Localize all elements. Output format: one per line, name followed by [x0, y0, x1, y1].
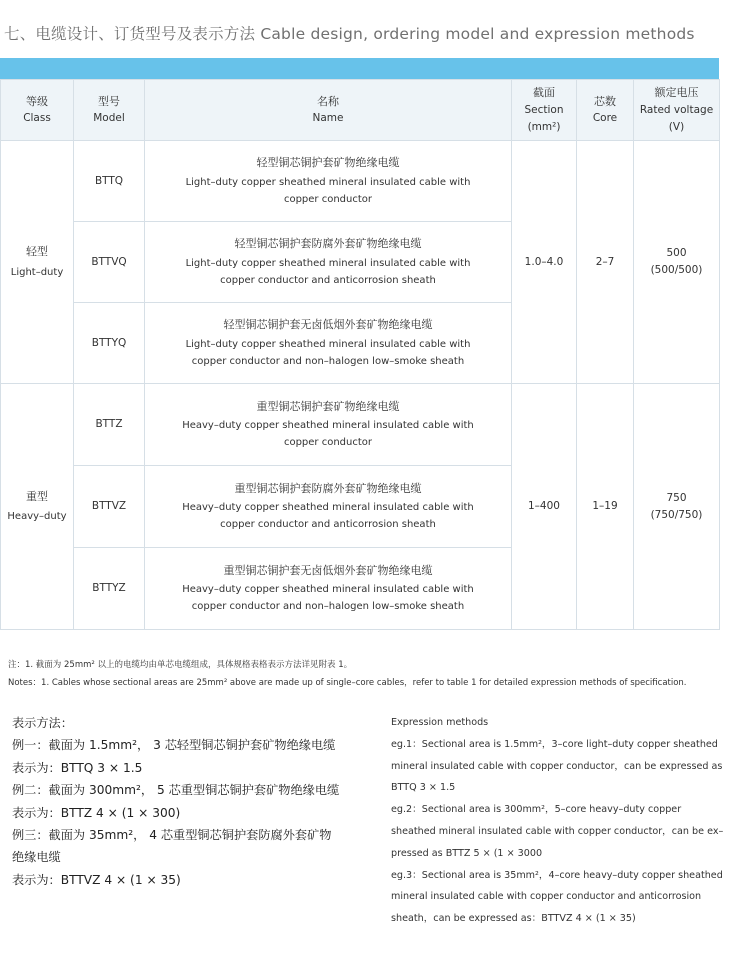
expression-line: mineral insulated cable with copper conductor，can be expressed as	[391, 760, 723, 772]
class-cell-light: 轻型 Light–duty	[1, 141, 74, 384]
header-section: 截面 Section (mm²)	[512, 80, 577, 141]
model-cell: BTTZ	[74, 384, 145, 466]
model-cell: BTTYQ	[74, 303, 145, 384]
expression-line: eg.1：Sectional area is 1.5mm²，3–core light–duty copper sheathed	[391, 738, 718, 750]
header-name: 名称 Name	[145, 80, 512, 141]
name-cell: 轻型铜芯铜护套防腐外套矿物绝缘电缆 Light–duty copper sheathed mineral insulated cable with copper conductor and anticorrosion sheath	[145, 222, 512, 303]
note-cn: 注：1. 截面为 25mm² 以上的电缆均由单芯电缆组成，具体规格表格表示方法详见附表 1。	[8, 660, 353, 670]
expression-heading-cn: 表示方法：	[12, 716, 73, 730]
section-cell-light: 1.0–4.0	[512, 141, 577, 384]
table-header-bar	[0, 58, 719, 79]
header-core: 芯数 Core	[577, 80, 634, 141]
table-notes	[8, 656, 687, 692]
name-cell: 重型铜芯铜护套防腐外套矿物绝缘电缆 Heavy–duty copper sheathed mineral insulated cable with copper conductor and anticorrosion sheath	[145, 466, 512, 548]
expression-line: eg.3：Sectional area is 35mm²，4–core heavy–duty copper sheathed	[391, 869, 723, 881]
model-cell: BTTVZ	[74, 466, 145, 548]
expression-line: 绝缘电缆	[12, 850, 61, 865]
expression-line: 表示为：BTTVZ 4 × (1 × 35)	[12, 872, 181, 887]
expression-line: BTTQ 3 × 1.5	[391, 782, 456, 794]
expression-line: 表示为：BTTQ 3 × 1.5	[12, 760, 143, 775]
expression-methods-cn	[12, 712, 339, 891]
name-cell: 重型铜芯铜护套矿物绝缘电缆 Heavy–duty copper sheathed mineral insulated cable with copper conductor	[145, 384, 512, 466]
header-class: 等级 Class	[1, 80, 74, 141]
model-cell: BTTQ	[74, 141, 145, 222]
model-cell: BTTVQ	[74, 222, 145, 303]
name-cell: 重型铜芯铜护套无卤低烟外套矿物绝缘电缆 Heavy–duty copper sheathed mineral insulated cable with copper conductor and non–halogen low–smoke sheath	[145, 548, 512, 630]
core-cell-light: 2–7	[577, 141, 634, 384]
section-cell-heavy: 1–400	[512, 384, 577, 630]
expression-line: 例二：截面为 300mm²， 5 芯重型铜芯铜护套矿物绝缘电缆	[12, 783, 340, 798]
core-cell-heavy: 1–19	[577, 384, 634, 630]
voltage-cell-heavy: 750 (750/750)	[634, 384, 720, 630]
name-cell: 轻型铜芯铜护套矿物绝缘电缆 Light–duty copper sheathed mineral insulated cable with copper conductor	[145, 141, 512, 222]
expression-line: 例一：截面为 1.5mm²， 3 芯轻型铜芯铜护套矿物绝缘电缆	[12, 738, 336, 753]
voltage-cell-light: 500 (500/500)	[634, 141, 720, 384]
expression-methods-en	[391, 712, 730, 930]
table-header-row	[1, 80, 720, 141]
name-cell: 轻型铜芯铜护套无卤低烟外套矿物绝缘电缆 Light–duty copper sheathed mineral insulated cable with copper conductor and non–halogen low–smoke sheath	[145, 303, 512, 384]
expression-line: 表示为：BTTZ 4 × (1 × 300)	[12, 805, 181, 820]
expression-heading-en: Expression methods	[391, 717, 489, 728]
cable-spec-table	[0, 79, 720, 630]
page-title: 七、电缆设计、订货型号及表示方法 Cable design, ordering model and expression methods	[4, 25, 695, 43]
expression-line: sheathed mineral insulated cable with copper conductor，can be ex–	[391, 825, 724, 837]
header-voltage: 额定电压 Rated voltage (V)	[634, 80, 720, 141]
expression-line: pressed as BTTZ 5 × (1 × 3000	[391, 847, 543, 859]
note-en: Notes：1. Cables whose sectional areas are 25mm² above are made up of single–core cables，refer to table 1 for detailed expression methods of specification.	[8, 678, 687, 688]
expression-line: 例三：截面为 35mm²， 4 芯重型铜芯铜护套防腐外套矿物	[12, 828, 332, 843]
expression-line: sheath，can be expressed as：BTTVZ 4 × (1 × 35)	[391, 913, 636, 925]
table-row	[1, 384, 720, 466]
header-model: 型号 Model	[74, 80, 145, 141]
model-cell: BTTYZ	[74, 548, 145, 630]
expression-line: mineral insulated cable with copper conductor and anticorrosion	[391, 891, 702, 903]
class-cell-heavy: 重型 Heavy–duty	[1, 384, 74, 630]
table-row	[1, 141, 720, 222]
expression-line: eg.2：Sectional area is 300mm²，5–core heavy–duty copper	[391, 804, 682, 816]
